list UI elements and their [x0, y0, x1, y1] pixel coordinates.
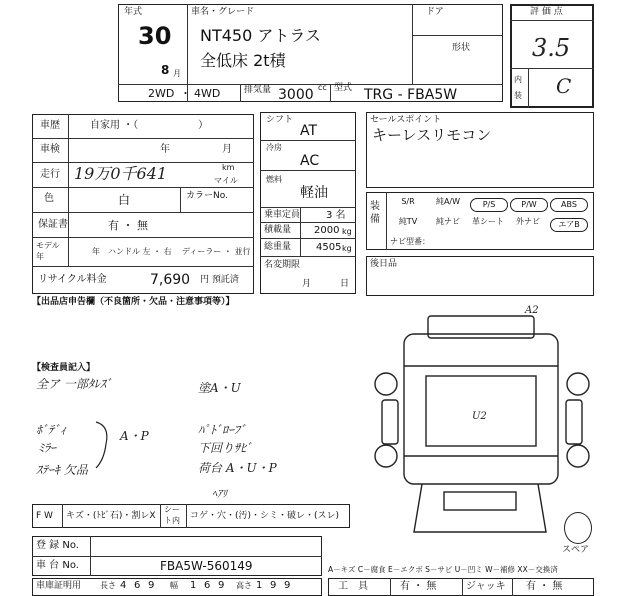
- equipment-item-r1-4: ABS: [550, 198, 588, 212]
- equipment-item-r2-3: 外ナビ: [516, 217, 540, 226]
- interior-label-1: 内: [514, 75, 522, 84]
- later-items-label: 後日品: [370, 259, 398, 269]
- inspector-note-right-1: 塗A・U: [198, 381, 241, 395]
- jack-label: ジャッキ: [466, 581, 506, 592]
- type-value: TRG - FBA5W: [364, 87, 458, 103]
- drive-2wd: 2WD: [148, 87, 175, 100]
- cert-width-digit: 9: [218, 580, 225, 591]
- inspection-label: 車検: [40, 144, 60, 155]
- door-label: ドア: [426, 7, 444, 17]
- equipment-item-r2-1: 純ナビ: [436, 217, 460, 226]
- inspector-note-4: ｽﾃｰｷ 欠品: [36, 463, 88, 477]
- color-label: 色: [44, 193, 54, 204]
- model-year-label-2: 年: [36, 252, 44, 261]
- mileage-label: 走行: [40, 169, 60, 180]
- recycle-label: リサイクル料金: [38, 274, 107, 285]
- cargo-bed-outline: [428, 316, 534, 338]
- mileage-unit-km: km: [222, 163, 235, 172]
- dealer-label: ディーラー ・ 並行: [182, 247, 251, 256]
- color-value: 白: [118, 193, 131, 207]
- inspector-brace: [92, 420, 122, 470]
- later-items-block: [366, 256, 594, 296]
- inspector-codes: A・P: [120, 429, 149, 443]
- gross-value: 4505: [316, 242, 342, 253]
- mileage-value: 19万0千641: [74, 164, 168, 183]
- equipment-item-r2-4: エアB: [550, 218, 588, 232]
- body-outline: [404, 334, 558, 484]
- cab-outline: [414, 484, 546, 532]
- car-damage-diagram: [374, 306, 604, 546]
- legend-fw-items: キズ・(ﾄﾋﾞ石)・割レX: [66, 511, 156, 521]
- year-value: 30: [138, 22, 172, 50]
- handle-label: ハンドル 左 ・ 右: [108, 247, 172, 256]
- equipment-label: 装備: [370, 201, 380, 225]
- recycle-value: 7,690: [150, 272, 191, 288]
- legend-sheet-items: コゲ・穴・(汚)・シミ・破レ・(スレ): [190, 511, 340, 521]
- cert-height-label: 高さ: [236, 581, 252, 590]
- cert-width-digit: 1: [190, 580, 197, 591]
- load-value: 2000: [314, 225, 340, 236]
- tool-label: 工 具: [338, 581, 368, 592]
- model-label: 車名・グレード: [191, 7, 255, 17]
- colorno-label: カラーNo.: [186, 191, 228, 201]
- gross-unit: kg: [342, 244, 352, 253]
- equipment-item-r1-3: P/W: [510, 198, 548, 212]
- chassis-label: 車 台 No.: [36, 560, 79, 571]
- inspector-note-right-3: 下回りｻﾋﾞ: [198, 441, 253, 455]
- model-name: NT450 アトラス: [200, 26, 321, 45]
- cert-height-digit: 9: [284, 580, 291, 591]
- displacement-label: 排気量: [244, 85, 272, 95]
- registration-label: 登 録 No.: [36, 540, 79, 551]
- score-value: 3.5: [532, 34, 571, 62]
- renewal-month: 月: [302, 279, 312, 289]
- fuel-value: 軽油: [300, 185, 328, 201]
- wheel-rear-right: [567, 445, 589, 467]
- shift-label: シフト: [266, 115, 294, 125]
- equipment-item-r2-2: 革シート: [472, 217, 504, 226]
- inspection-month: 月: [222, 144, 232, 155]
- cooling-label: 冷房: [266, 143, 282, 152]
- warranty-value: 有 ・ 無: [108, 219, 148, 232]
- year-label: 年式: [124, 7, 143, 17]
- cert-width-label: 幅: [170, 581, 178, 590]
- capacity-label: 乗車定員: [264, 210, 301, 220]
- spare-label: スペア: [562, 545, 590, 555]
- recycle-unit: 円 預託済: [200, 275, 239, 285]
- renewal-day: 日: [340, 279, 350, 289]
- shape-label: 形状: [452, 43, 471, 53]
- cert-label: 車庫証明用: [36, 581, 82, 591]
- load-unit: kg: [342, 227, 352, 236]
- inspector-note-right-2: ﾊﾟﾄﾞﾛｰﾌﾞ: [198, 423, 247, 437]
- inspection-year: 年: [160, 144, 170, 155]
- fuel-label: 燃料: [266, 175, 282, 184]
- shift-value: AT: [300, 123, 318, 139]
- capacity-value: 3 名: [326, 210, 346, 221]
- navi-label: ナビ型番：: [390, 237, 430, 246]
- wheel-front-left: [375, 373, 397, 395]
- sales-label: セールスポイント: [370, 115, 442, 125]
- cooling-value: AC: [300, 153, 320, 169]
- damage-codes-legend: A－キズ C－腐食 E－エクボ S－サビ U－凹ミ W－補修 XX－交換済: [328, 565, 558, 574]
- legend-fw-label: F W: [36, 511, 53, 521]
- cert-height-digit: 1: [256, 580, 263, 591]
- interior-value: C: [556, 74, 572, 98]
- drive-4wd: 4WD: [194, 87, 221, 100]
- equipment-item-r2-0: 純TV: [398, 217, 418, 226]
- displacement-value: 3000: [278, 87, 314, 103]
- inspector-label: 【検査員記入】: [32, 363, 96, 373]
- inspector-note-small: ﾍｱﾘ: [212, 489, 227, 500]
- gross-label: 総重量: [264, 242, 292, 252]
- inspector-note-1: 全ア 一部ﾀﾚｽﾞ: [36, 377, 112, 391]
- month-unit: 月: [173, 69, 181, 78]
- cert-height-digit: 9: [270, 580, 277, 591]
- warranty-label: 保証書: [38, 219, 68, 230]
- wheel-rear-left: [375, 445, 397, 467]
- mileage-unit-mile: マイル: [214, 176, 238, 185]
- wheel-front-right: [567, 373, 589, 395]
- history-label: 車歴: [40, 120, 60, 131]
- model-year-label: モデル: [36, 241, 60, 250]
- history-options: 自家用 ・（ ）: [90, 120, 209, 131]
- score-label: 評 価 点: [530, 7, 563, 17]
- declaration-label: 【出品店申告欄（不良箇所・欠品・注意事項等）】: [32, 297, 235, 307]
- model-grade: 全低床 2t積: [200, 51, 286, 70]
- equipment-item-r1-0: S/R: [401, 197, 415, 206]
- load-label: 積載量: [264, 225, 292, 235]
- diagram-mark-u2: U2: [472, 411, 487, 422]
- cert-length-label: 長さ: [100, 581, 116, 590]
- chassis-value: FBA5W-560149: [160, 559, 253, 573]
- equipment-item-r1-2: P/S: [470, 198, 508, 212]
- equipment-item-r1-1: 純A/W: [435, 197, 461, 206]
- windshield: [444, 492, 516, 510]
- history-block: [32, 114, 254, 294]
- model-year-year: 年: [92, 247, 100, 256]
- inspector-note-2: ﾎﾞﾃﾞｨ: [36, 423, 67, 437]
- renewal-label: 名変期限: [264, 260, 301, 270]
- jack-value: 有 ・ 無: [526, 581, 563, 592]
- interior-label-2: 装: [514, 91, 522, 100]
- cert-width-digit: 6: [204, 580, 211, 591]
- legend-sheet-label-1: シー: [164, 505, 180, 514]
- inspector-note-right-4: 荷台 A・U・P: [198, 461, 277, 475]
- cert-length-digit: 9: [148, 580, 155, 591]
- diagram-mark-a2: A2: [525, 305, 539, 316]
- tool-value: 有 ・ 無: [400, 581, 437, 592]
- sales-value: キーレスリモコン: [372, 126, 492, 144]
- cert-length-digit: 6: [134, 580, 141, 591]
- cert-length-digit: 4: [120, 580, 127, 591]
- displacement-unit: cc: [318, 83, 327, 92]
- spare-tire-icon: [564, 512, 592, 544]
- inspector-note-3: ﾐﾗｰ: [38, 441, 57, 455]
- month-value: 8: [161, 63, 170, 77]
- drive-sep: ・: [180, 87, 191, 100]
- type-label: 型式: [334, 83, 353, 93]
- legend-sheet-label-2: ト内: [164, 516, 180, 525]
